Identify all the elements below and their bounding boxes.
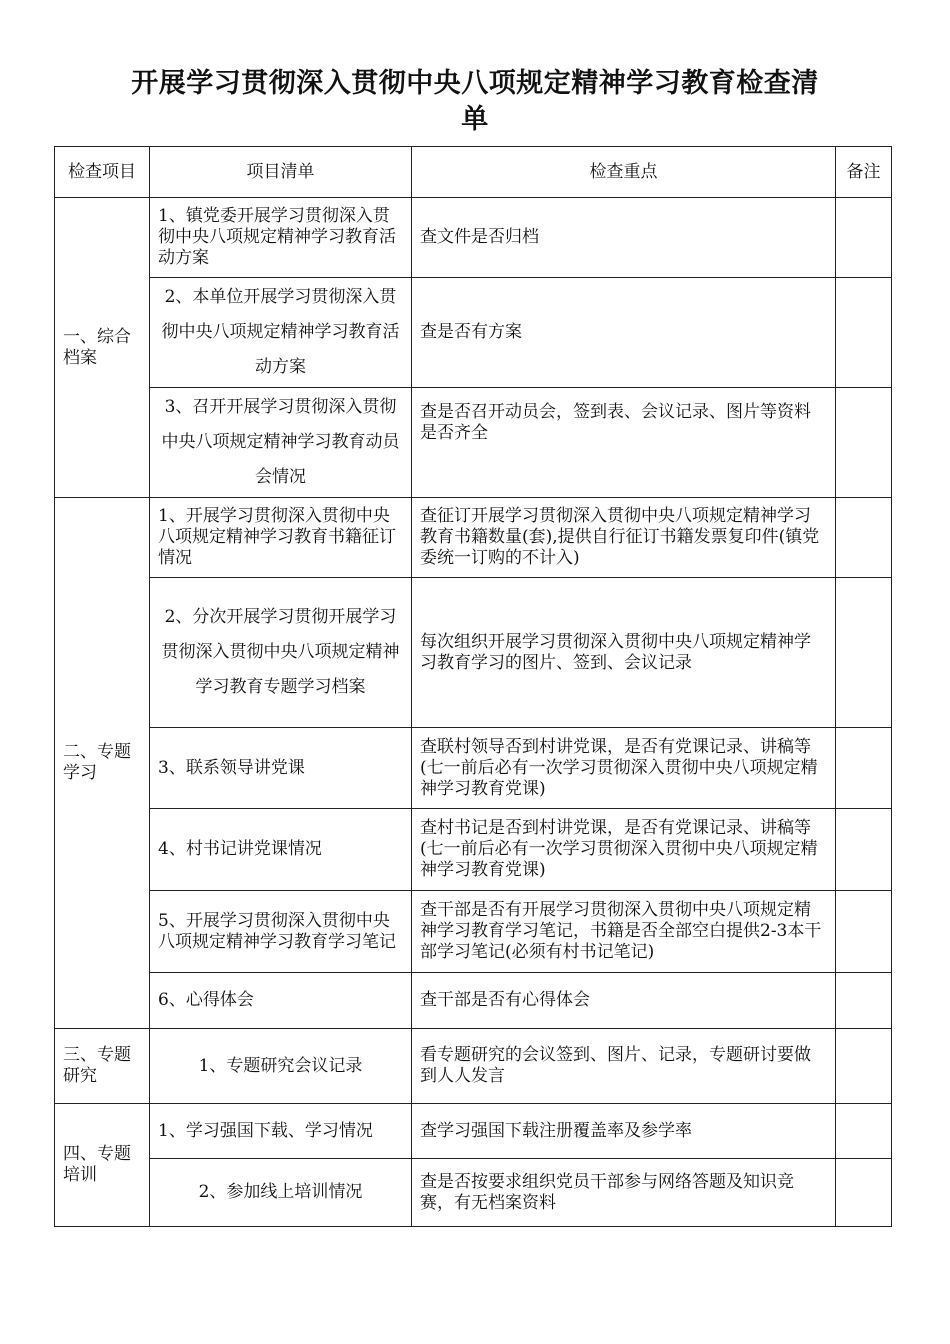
item-cell: 1、镇党委开展学习贯彻深入贯彻中央八项规定精神学习教育活动方案: [150, 198, 412, 278]
header-focus: 检查重点: [412, 147, 836, 198]
note-cell: [836, 1159, 892, 1227]
checklist-table: [54, 146, 892, 1227]
item-cell: 1、学习强国下载、学习情况: [150, 1104, 412, 1159]
table-row: [55, 388, 892, 498]
focus-cell: 每次组织开展学习贯彻深入贯彻中央八项规定精神学习教育学习的图片、签到、会议记录: [412, 578, 836, 728]
table-row: [55, 728, 892, 809]
note-cell: [836, 278, 892, 388]
note-cell: [836, 198, 892, 278]
focus-cell: 查文件是否归档: [412, 198, 836, 278]
item-cell: 2、分次开展学习贯彻开展学习贯彻深入贯彻中央八项规定精神学习教育专题学习档案: [150, 578, 412, 728]
table-row: [55, 973, 892, 1029]
category-cell: 三、专题研究: [55, 1029, 150, 1104]
focus-cell: 查征订开展学习贯彻深入贯彻中央八项规定精神学习教育书籍数量(套),提供自行征订书籍发票复印件(镇党委统一订购的不计入): [412, 498, 836, 578]
item-cell: 4、村书记讲党课情况: [150, 809, 412, 891]
table-row: [55, 278, 892, 388]
note-cell: [836, 1104, 892, 1159]
item-cell: 3、联系领导讲党课: [150, 728, 412, 809]
item-cell: 1、开展学习贯彻深入贯彻中央八项规定精神学习教育书籍征订情况: [150, 498, 412, 578]
item-cell: 5、开展学习贯彻深入贯彻中央八项规定精神学习教育学习笔记: [150, 891, 412, 973]
focus-cell: 查是否按要求组织党员干部参与网络答题及知识竞赛，有无档案资料: [412, 1159, 836, 1227]
note-cell: [836, 578, 892, 728]
header-note: 备注: [836, 147, 892, 198]
note-cell: [836, 809, 892, 891]
document-title: [0, 66, 950, 138]
table-row: [55, 891, 892, 973]
table-row: [55, 1029, 892, 1104]
item-cell: 2、本单位开展学习贯彻深入贯彻中央八项规定精神学习教育活动方案: [150, 278, 412, 388]
focus-cell: 查村书记是否到村讲党课，是否有党课记录、讲稿等(七一前后必有一次学习贯彻深入贯彻中央八项规定精神学习教育党课): [412, 809, 836, 891]
focus-cell: 查是否有方案: [412, 278, 836, 388]
table-row: [55, 1159, 892, 1227]
focus-cell: 看专题研究的会议签到、图片、记录，专题研讨要做到人人发言: [412, 1029, 836, 1104]
note-cell: [836, 388, 892, 498]
focus-cell: 查干部是否有心得体会: [412, 973, 836, 1029]
note-cell: [836, 1029, 892, 1104]
category-cell: 四、专题培训: [55, 1104, 150, 1227]
note-cell: [836, 728, 892, 809]
header-item: 项目清单: [150, 147, 412, 198]
item-cell: 3、召开开展学习贯彻深入贯彻中央八项规定精神学习教育动员会情况: [150, 388, 412, 498]
focus-cell: 查是否召开动员会，签到表、会议记录、图片等资料是否齐全: [412, 388, 836, 498]
category-cell: 二、专题学习: [55, 498, 150, 1029]
item-cell: 1、专题研究会议记录: [150, 1029, 412, 1104]
focus-cell: 查干部是否有开展学习贯彻深入贯彻中央八项规定精神学习教育学习笔记，书籍是否全部空白提供2-3本干部学习笔记(必须有村书记笔记): [412, 891, 836, 973]
focus-cell: 查联村领导否到村讲党课，是否有党课记录、讲稿等(七一前后必有一次学习贯彻深入贯彻中央八项规定精神学习教育党课): [412, 728, 836, 809]
category-cell: 一、综合档案: [55, 198, 150, 498]
note-cell: [836, 498, 892, 578]
table-row: [55, 498, 892, 578]
item-cell: 6、心得体会: [150, 973, 412, 1029]
table-row: [55, 198, 892, 278]
note-cell: [836, 973, 892, 1029]
header-category: 检查项目: [55, 147, 150, 198]
title-line-1: 开展学习贯彻深入贯彻中央八项规定精神学习教育检查清: [131, 68, 819, 99]
note-cell: [836, 891, 892, 973]
header-row: [55, 147, 892, 198]
focus-cell: 查学习强国下载注册覆盖率及参学率: [412, 1104, 836, 1159]
table-row: [55, 809, 892, 891]
table-row: [55, 578, 892, 728]
table-row: [55, 1104, 892, 1159]
item-cell: 2、参加线上培训情况: [150, 1159, 412, 1227]
title-line-2: 单: [461, 104, 489, 135]
